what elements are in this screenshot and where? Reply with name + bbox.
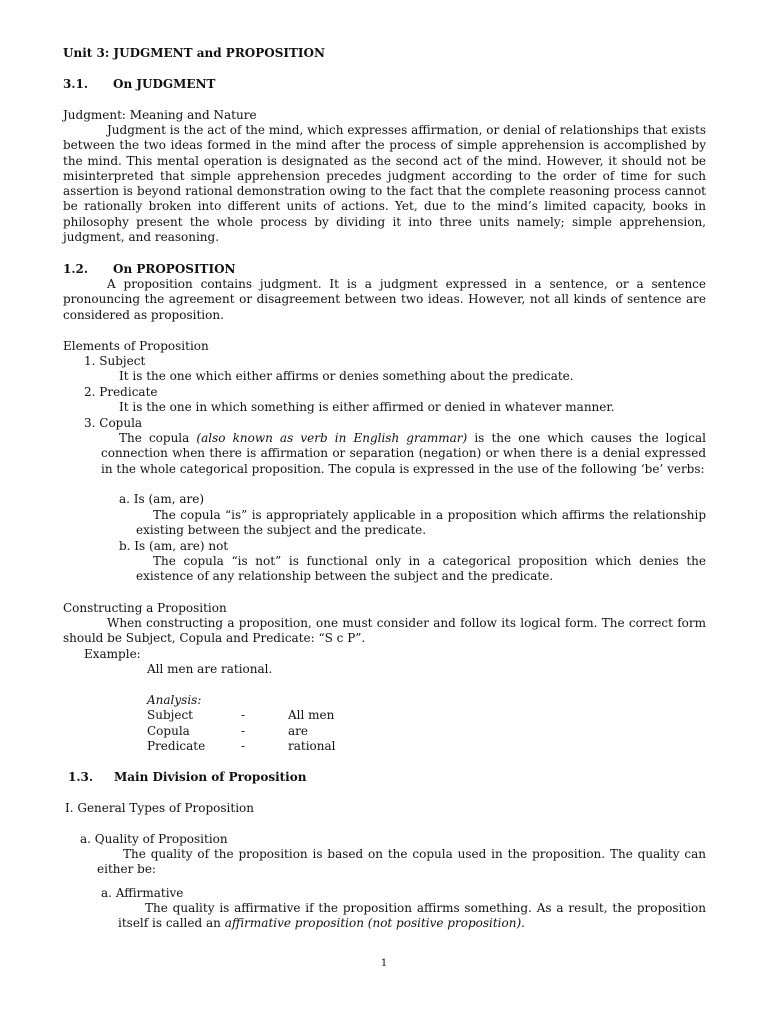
general-types-title: I. General Types of Proposition: [65, 801, 254, 815]
analysis-dash: -: [241, 739, 246, 753]
analysis-dash: -: [241, 708, 246, 722]
unit-heading: Unit 3: JUDGMENT and PROPOSITION: [63, 46, 325, 60]
analysis-value: are: [288, 724, 308, 738]
affirmative-label: a. Affirmative: [101, 886, 184, 900]
section-title: Main Division of Proposition: [114, 770, 307, 784]
analysis-value: All men: [288, 708, 335, 722]
page-number: 1: [380, 958, 388, 969]
example-label: Example:: [84, 647, 141, 661]
section-title: On PROPOSITION: [113, 262, 236, 276]
elements-title: Elements of Proposition: [63, 339, 209, 353]
section-3-1-heading: [63, 77, 706, 92]
copula-b-text: The copula “is not” is functional only in a categorical proposition which denies the existence of any relationship between the subject and the predicate.: [136, 554, 706, 584]
constructing-title: Constructing a Proposition: [63, 601, 227, 615]
analysis-term: Copula: [147, 724, 190, 738]
element-predicate-label: 2. Predicate: [84, 385, 158, 399]
section-number: 1.2.: [63, 262, 89, 276]
section-title: On JUDGMENT: [113, 77, 216, 91]
element-subject-text: It is the one which either affirms or denies something about the predicate.: [119, 369, 574, 383]
constructing-paragraph: When constructing a proposition, one must consider and follow its logical form. The correct form should be Subject, Copula and Predicate: “S c P”.: [63, 616, 706, 646]
section-1-3-heading: [68, 770, 706, 785]
quality-label: a. Quality of Proposition: [80, 832, 228, 846]
affirmative-text: The quality is affirmative if the proposition affirms something. As a result, the proposition itself is called an affirmative proposition (not positive proposition).: [118, 901, 706, 931]
analysis-dash: -: [241, 724, 246, 738]
analysis-term: Subject: [147, 708, 193, 722]
element-copula-label: 3. Copula: [84, 416, 143, 430]
element-subject-label: 1. Subject: [84, 354, 146, 368]
section-number: 1.3.: [68, 770, 94, 784]
copula-b-label: b. Is (am, are) not: [119, 539, 229, 553]
section-number: 3.1.: [63, 77, 89, 91]
analysis-term: Predicate: [147, 739, 206, 753]
quality-text: The quality of the proposition is based on the copula used in the proposition. The quality can either be:: [97, 847, 706, 877]
analysis-row: [0, 724, 768, 739]
analysis-row: [0, 708, 768, 723]
analysis-value: rational: [288, 739, 336, 753]
copula-a-text: The copula “is” is appropriately applicable in a proposition which affirms the relationship existing between the subject and the predicate.: [136, 508, 706, 538]
judgment-paragraph: Judgment is the act of the mind, which expresses affirmation, or denial of relationships that exists between the two ideas formed in the mind after the process of simple apprehension is accomplished by the mind. This mental operation is designated as the second act of the mind. However, it should not be misinterpreted that simple apprehension precedes judgment according to the order of time for such assertion is beyond rational demonstration owing to the fact that the complete reasoning process cannot be rationally broken into different units of actions. Yet, due to the mind’s limited capacity, books in philosophy present the whole process by dividing it into three units namely; simple apprehension, judgment, and reasoning.: [63, 123, 706, 245]
element-copula-text: The copula (also known as verb in English grammar) is the one which causes the logical connection when there is affirmation or separation (negation) or when there is a denial expressed in the whole categorical proposition. The copula is expressed in the use of the following ‘be’ verbs:: [101, 431, 706, 476]
element-predicate-text: It is the one in which something is either affirmed or denied in whatever manner.: [119, 400, 615, 414]
copula-a-label: a. Is (am, are): [119, 492, 205, 506]
analysis-label: Analysis:: [147, 693, 202, 707]
proposition-paragraph: A proposition contains judgment. It is a judgment expressed in a sentence, or a sentence pronouncing the agreement or disagreement between two ideas. However, not all kinds of sentence are considered as proposition.: [63, 277, 706, 322]
example-sentence: All men are rational.: [147, 662, 273, 676]
judgment-subtitle: Judgment: Meaning and Nature: [63, 108, 257, 122]
section-1-2-heading: [63, 262, 706, 277]
analysis-row: [0, 739, 768, 754]
